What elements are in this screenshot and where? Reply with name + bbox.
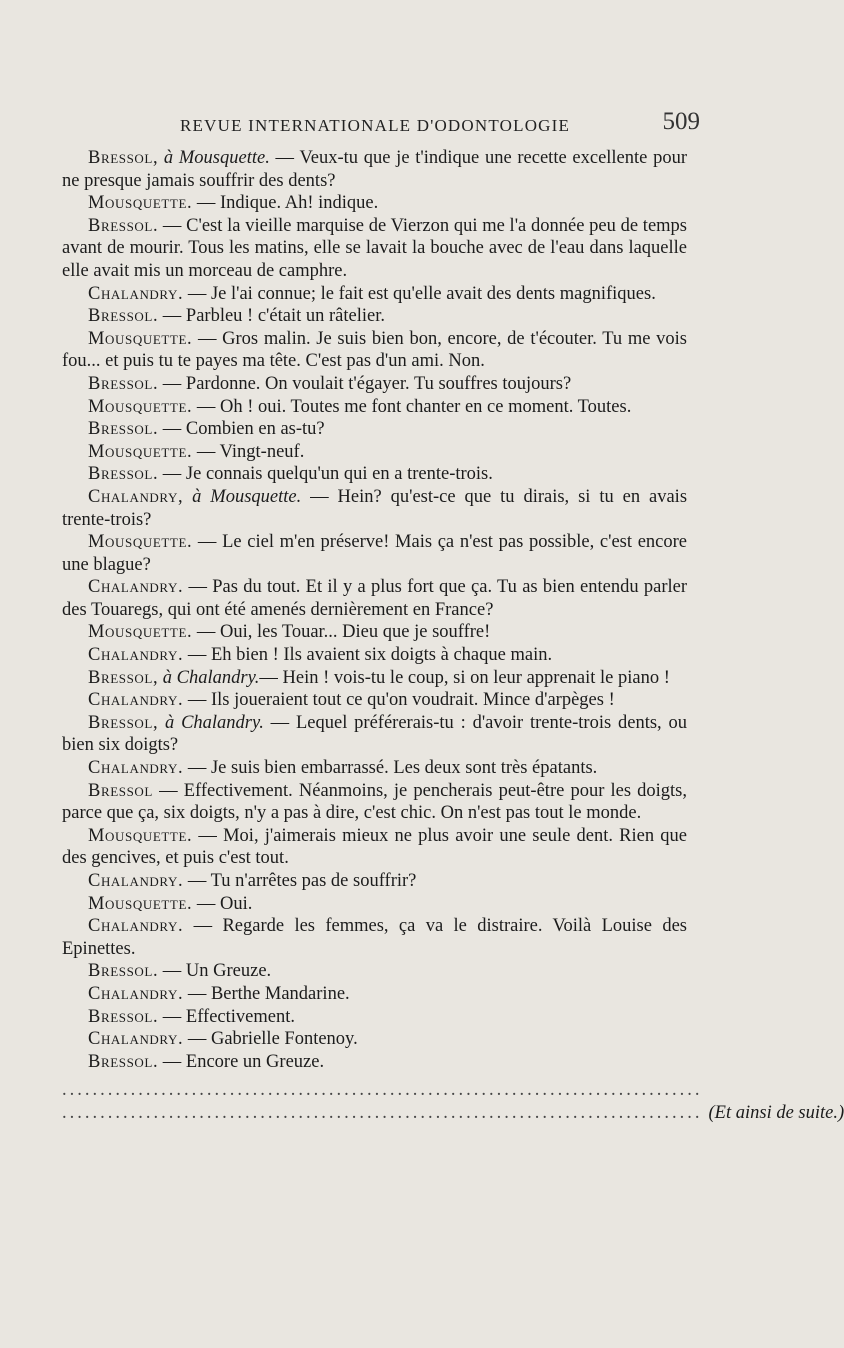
dialogue-paragraph	[62, 396, 687, 419]
speaker-name: Mousquette.	[88, 193, 193, 214]
dialogue-line: — Oui.	[192, 893, 253, 914]
speaker-name: Chalandry.	[88, 690, 184, 711]
dialogue-paragraph	[62, 283, 687, 306]
dialogue-line: — Indique. Ah! indique.	[192, 193, 379, 214]
speaker-name: Chalandry.	[88, 871, 184, 891]
dialogue-paragraph	[62, 915, 687, 960]
dialogue-line: — Je connais quelqu'un qui en a trente-trois.	[158, 464, 493, 485]
dialogue-line: — Encore un Greuze.	[158, 1051, 325, 1072]
dialogue-paragraph	[62, 960, 687, 983]
closing-remark: (Et ainsi de suite.)	[708, 1102, 844, 1123]
dialogue-line: — Gros malin. Je suis bien bon, encore, de t'écouter. Tu me vois fou... et puis tu te payes ma tête. C'est pas d'un ami. Non.	[62, 328, 687, 372]
speaker-name: Chalandry.	[88, 283, 184, 304]
speaker-name: Chalandry.	[88, 645, 184, 666]
dialogue-paragraph	[62, 757, 687, 780]
speaker-name: Bressol.	[88, 1006, 159, 1027]
speaker-name: Mousquette.	[88, 622, 193, 643]
dialogue-paragraph	[62, 667, 687, 690]
dialogue-paragraph	[62, 441, 687, 464]
stage-direction: à Mousquette.	[192, 486, 302, 507]
ellipsis-rule-final: ....................................................................................	[62, 1102, 703, 1123]
dialogue-paragraph	[62, 1006, 687, 1029]
dialogue-line: — Pas du tout. Et il y a plus fort que ça. Tu as bien entendu parler des Touaregs, qui ont été amenés dernièrement en France?	[62, 577, 687, 620]
dialogue-paragraph	[62, 621, 687, 644]
dialogue-paragraph	[62, 147, 687, 192]
dialogue-line: — Le ciel m'en préserve! Mais ça n'est pas possible, c'est encore une blague?	[62, 532, 687, 575]
dialogue-paragraph	[62, 192, 687, 215]
dialogue-paragraph	[62, 463, 687, 486]
dialogue-line: — Berthe Mandarine.	[183, 983, 350, 1004]
dialogue-paragraph	[62, 373, 687, 396]
speaker-name: Chalandry.	[88, 577, 184, 598]
speaker-name: Bressol.	[88, 419, 159, 440]
speaker-name: Chalandry.	[88, 1029, 184, 1050]
dialogue-line: — Veux-tu que je t'indique une recette excellente pour ne presque jamais souffrir des dents?	[62, 148, 688, 191]
dialogue-line: — Je l'ai connue; le fait est qu'elle avait des dents magnifiques.	[183, 283, 656, 304]
dialogue-line: — Vingt-neuf.	[192, 441, 305, 462]
dialogue-paragraph	[62, 893, 687, 916]
speaker-name: Mousquette.	[88, 893, 193, 914]
dialogue-paragraph	[62, 870, 687, 893]
dialogue-line: — Hein ! vois-tu le coup, si on leur apprenait le piano !	[259, 667, 670, 688]
dialogue-line: — Parbleu ! c'était un râtelier.	[158, 306, 385, 327]
speaker-name: Bressol,	[88, 667, 159, 688]
speaker-name: Bressol,	[88, 712, 159, 733]
speaker-name: Bressol.	[88, 1051, 159, 1072]
dialogue-line: — Effectivement. Néanmoins, je pencherais peut-être pour les doigts, parce que ça, six doigts, n'y a pas à dire, c'est chic. On n'est pas tout le monde.	[62, 780, 687, 824]
dialogue-text	[62, 147, 844, 1125]
dialogue-paragraph	[62, 825, 687, 870]
dialogue-line: — Hein? qu'est-ce que tu dirais, si tu en avais trente-trois?	[62, 486, 688, 530]
dialogue-line: — Regarde les femmes, ça va le distraire. Voilà Louise des Epinettes.	[62, 916, 687, 959]
speaker-name: Chalandry.	[88, 983, 184, 1004]
dialogue-line: — Ils joueraient tout ce qu'on voudrait. Mince d'arpèges !	[183, 690, 615, 711]
speaker-name: Bressol.	[88, 464, 159, 485]
dialogue-paragraph	[62, 576, 687, 621]
dialogue-line: — Combien en as-tu?	[158, 419, 325, 440]
dialogue-line: — C'est la vieille marquise de Vierzon qui me l'a donnée peu de temps avant de mourir. Tous les matins, elle se lavait la bouche avec de l'eau dans laquelle elle avait mis un morceau de camphre.	[62, 215, 687, 281]
speaker-name: Bressol.	[88, 306, 159, 327]
dialogue-paragraph	[62, 486, 687, 531]
dialogue-line: — Pardonne. On voulait t'égayer. Tu souffres toujours?	[158, 373, 572, 394]
dialogue-paragraph	[62, 712, 687, 757]
dialogue-line: — Oh ! oui. Toutes me font chanter en ce moment. Toutes.	[192, 396, 632, 417]
dialogue-line: — Effectivement.	[158, 1006, 295, 1027]
dialogue-paragraph	[62, 780, 687, 825]
dialogue-line: — Je suis bien embarrassé. Les deux sont très épatants.	[183, 758, 598, 779]
speaker-name: Bressol.	[88, 215, 159, 236]
dialogue-paragraph	[62, 328, 687, 373]
speaker-name: Mousquette.	[88, 328, 193, 349]
dialogue-line: — Eh bien ! Ils avaient six doigts à chaque main.	[183, 645, 553, 666]
speaker-name: Chalandry,	[88, 486, 184, 507]
dialogue-line: — Oui, les Touar... Dieu que je souffre!	[192, 622, 491, 643]
closing-line	[62, 1102, 844, 1125]
running-header	[60, 108, 700, 140]
dialogue-line: — Lequel préférerais-tu : d'avoir trente-trois dents, ou bien six doigts?	[62, 712, 687, 756]
speaker-name: Mousquette.	[88, 396, 193, 417]
speaker-name: Chalandry.	[88, 758, 184, 779]
stage-direction: à Chalandry.	[165, 712, 264, 733]
speaker-name: Mousquette.	[88, 532, 193, 553]
dialogue-paragraph	[62, 1028, 687, 1051]
speaker-name: Chalandry.	[88, 916, 184, 937]
speaker-name: Bressol	[88, 780, 153, 801]
page-number: 509	[662, 108, 700, 135]
speaker-name: Bressol.	[88, 373, 159, 394]
speaker-name: Bressol,	[88, 148, 159, 168]
speaker-name: Bressol.	[88, 961, 159, 982]
ellipsis-rule: ....................................................................................	[62, 1080, 703, 1101]
dialogue-line: — Gabrielle Fontenoy.	[183, 1029, 358, 1050]
stage-direction: à Chalandry.	[162, 667, 260, 688]
dialogue-line: — Moi, j'aimerais mieux ne plus avoir une seule dent. Rien que des gencives, et puis c'est tout.	[62, 825, 687, 869]
stage-direction: à Mousquette.	[163, 148, 270, 168]
speaker-name: Mousquette.	[88, 825, 193, 846]
dialogue-paragraph	[62, 215, 687, 283]
journal-title: REVUE INTERNATIONALE D'ODONTOLOGIE	[180, 116, 571, 135]
dialogue-paragraph	[62, 689, 687, 712]
dialogue-paragraph	[62, 418, 687, 441]
speaker-name: Mousquette.	[88, 441, 193, 462]
dialogue-line: — Un Greuze.	[158, 961, 272, 982]
dialogue-paragraph	[62, 644, 687, 667]
dialogue-line: — Tu n'arrêtes pas de souffrir?	[183, 871, 417, 891]
dialogue-paragraph	[62, 305, 687, 328]
dialogue-paragraph	[62, 1051, 687, 1074]
dialogue-paragraph	[62, 983, 687, 1006]
dialogue-paragraph	[62, 531, 687, 576]
